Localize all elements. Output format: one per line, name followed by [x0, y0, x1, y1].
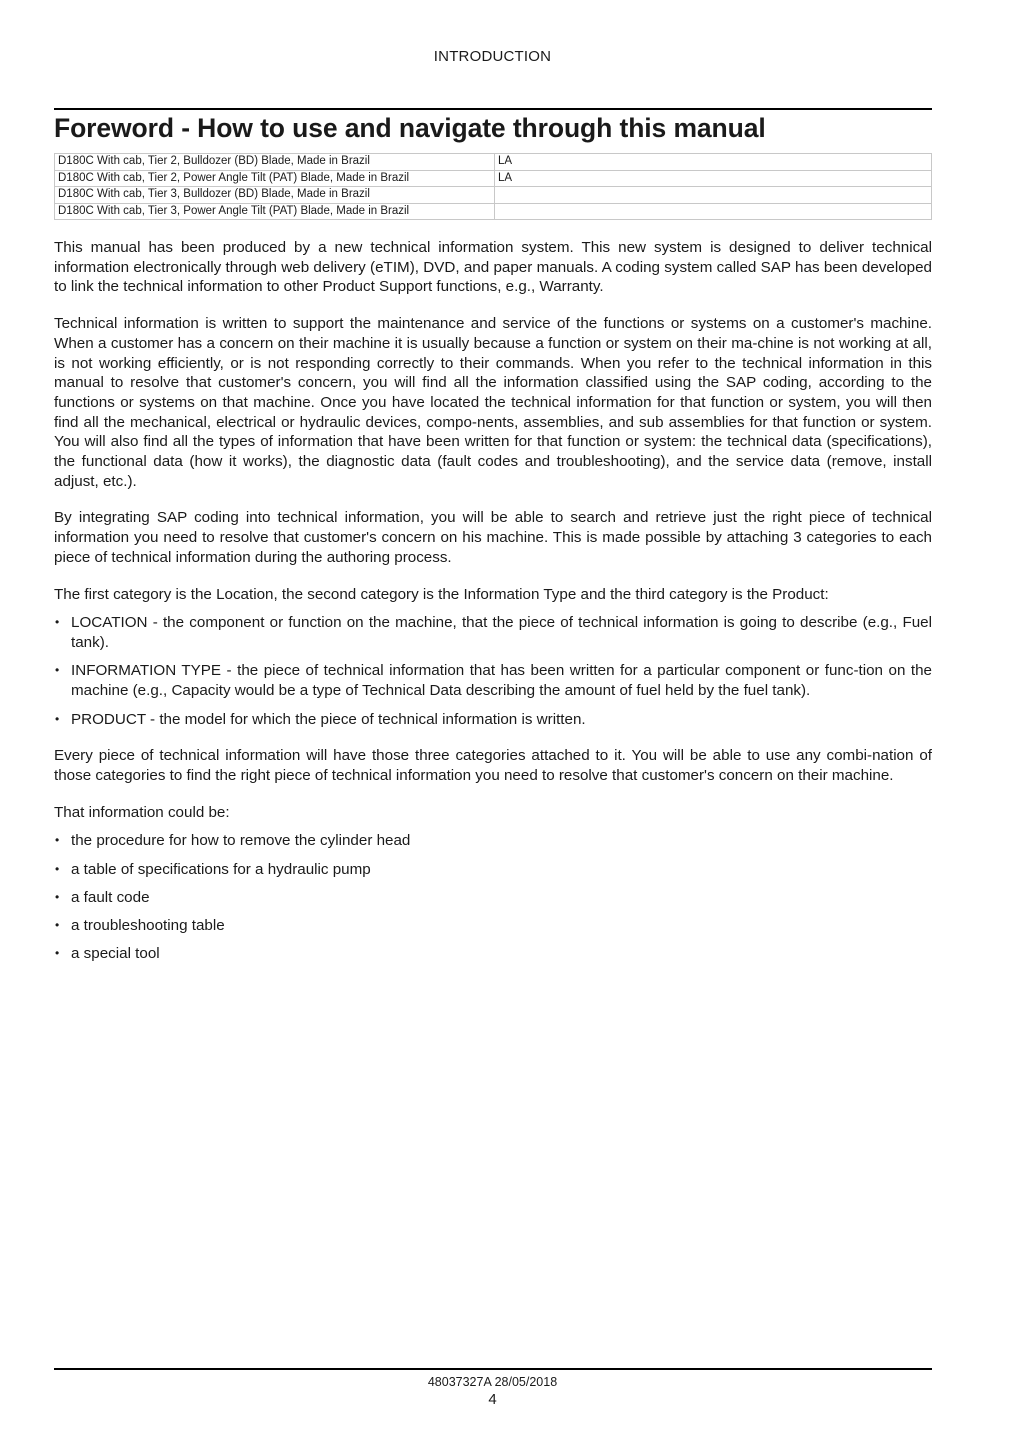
combination-paragraph: Every piece of technical information will have those three categories attached to it. You will be able to use any combi-nation of those categories to find the right piece of technical information you need to resolve that customer's concern on their machine.: [54, 747, 932, 785]
intro-paragraph: This manual has been produced by a new technical information system. This new system is designed to deliver technical information electronically through web delivery (eTIM), DVD, and paper manuals. A coding system called SAP has been developed to link the technical information to other Product Support functions, e.g., Warranty.: [54, 239, 932, 296]
bullet-icon: •: [55, 918, 60, 933]
list-item: [54, 710, 932, 730]
bullet-icon: •: [55, 861, 60, 876]
model-cell: D180C With cab, Tier 2, Power Angle Tilt (PAT) Blade, Made in Brazil: [55, 170, 495, 187]
table-row: [55, 187, 932, 204]
categories-list: [54, 613, 932, 729]
header-rule: [54, 108, 932, 110]
examples-intro-paragraph: That information could be:: [54, 803, 230, 821]
technical-info-paragraph: Technical information is written to support the maintenance and service of the functions or systems on a customer's machine. When a customer has a concern on their machine it is usually because a function or system on their ma-chine is not working at all, is not working efficiently, or is not responding correctly to their commands. When you refer to the technical information in this manual to resolve that customer's concern, you will find all the information classified using the SAP coding, according to the functions or systems on that machine. Once you have located the technical information for that function or system, you will then find all the mechanical, electrical or hydraulic devices, compo-nents, assemblies, and sub assemblies for that function or system. You will also find all the types of information that have been written for that function or system: the technical data (specifications), the functional data (how it works), the diagnostic data (fault codes and troubleshooting), and the service data (remove, install adjust, etc.).: [54, 315, 932, 490]
bullet-icon: •: [55, 663, 60, 678]
bullet-icon: •: [55, 615, 60, 630]
region-cell: LA: [495, 154, 932, 171]
list-item: [54, 831, 932, 851]
bullet-icon: •: [55, 946, 60, 961]
list-item-text: LOCATION - the component or function on the machine, that the piece of technical information is going to describe (e.g., Fuel tank).: [71, 614, 932, 651]
categories-intro-paragraph: The first category is the Location, the second category is the Information Type and the third category is the Product:: [54, 585, 829, 603]
model-cell: D180C With cab, Tier 3, Power Angle Tilt (PAT) Blade, Made in Brazil: [55, 203, 495, 220]
footer-rule: [54, 1368, 932, 1370]
model-cell: D180C With cab, Tier 2, Bulldozer (BD) Blade, Made in Brazil: [55, 154, 495, 171]
list-item-text: INFORMATION TYPE - the piece of technical information that has been written for a particular component or func-tion on the machine (e.g., Capacity would be a type of Technical Data describing the amount of fuel held by the fuel tank).: [71, 662, 932, 700]
list-item: [54, 944, 932, 964]
page-header: INTRODUCTION: [433, 48, 552, 65]
table-row: [55, 154, 932, 171]
list-item: [54, 916, 932, 936]
page-number: 4: [488, 1391, 497, 1408]
list-item-text: a special tool: [71, 945, 160, 963]
table-row: [55, 170, 932, 187]
list-item: [54, 888, 932, 908]
model-applicability-table: [54, 153, 932, 220]
list-item-text: a table of specifications for a hydraulic pump: [71, 860, 371, 878]
list-item-text: a fault code: [71, 888, 150, 906]
page-title: Foreword - How to use and navigate through this manual: [54, 113, 766, 143]
list-item: [54, 661, 932, 700]
list-item-text: PRODUCT - the model for which the piece of technical information is written.: [71, 710, 586, 728]
sap-coding-paragraph: By integrating SAP coding into technical information, you will be able to search and retrieve just the right piece of technical information you need to resolve that customer's concern on his machine. This is made possible by attaching 3 categories to each piece of technical information during the authoring process.: [54, 509, 932, 566]
examples-list: [54, 831, 932, 964]
model-cell: D180C With cab, Tier 3, Bulldozer (BD) Blade, Made in Brazil: [55, 187, 495, 204]
bullet-icon: •: [55, 889, 60, 904]
bullet-icon: •: [55, 711, 60, 726]
list-item-text: the procedure for how to remove the cylinder head: [71, 832, 411, 850]
document-id: 48037327A 28/05/2018: [427, 1375, 558, 1389]
bullet-icon: •: [55, 833, 60, 848]
list-item: [54, 860, 932, 880]
region-cell: [495, 203, 932, 220]
region-cell: LA: [495, 170, 932, 187]
list-item: [54, 613, 932, 652]
region-cell: [495, 187, 932, 204]
body-content: [54, 238, 932, 981]
table-row: [55, 203, 932, 220]
list-item-text: a troubleshooting table: [71, 917, 225, 935]
